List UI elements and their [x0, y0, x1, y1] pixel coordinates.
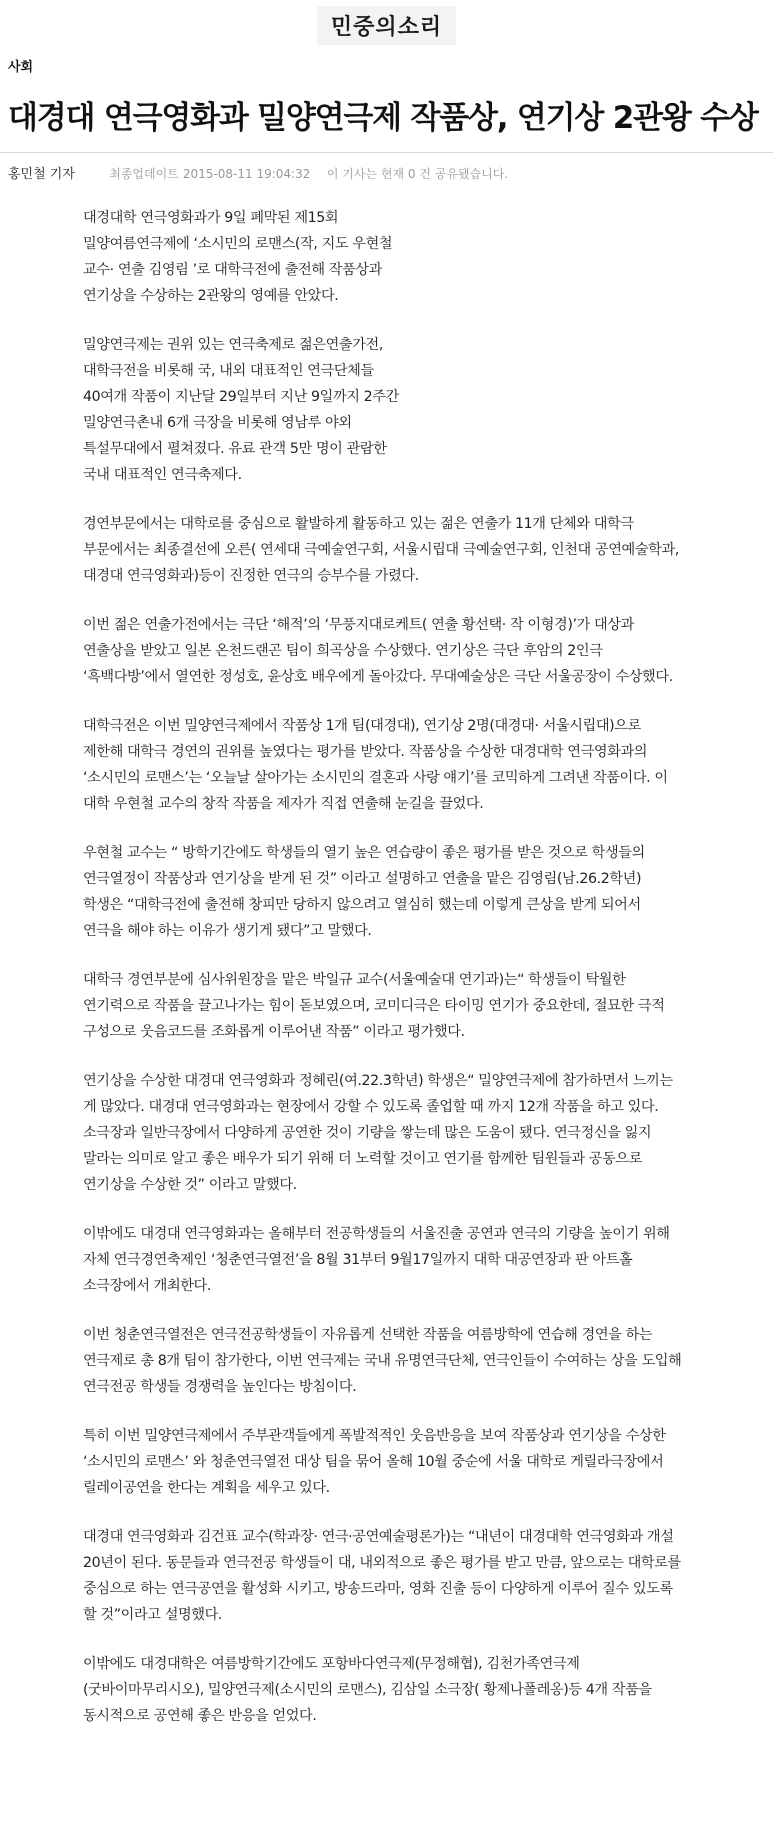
article-paragraph: 이밖에도 대경대학은 여름방학기간에도 포항바다연극제(무정해협), 김천가족연극제(굿바이마무리시오), 밀양연극제(소시민의 로맨스), 김삼일 소극장( 황제나폴레옹)등 4개 작품을 동시적으로 공연해 좋은 반응을 얻었다. [83, 1656, 652, 1724]
updated-label: 최종업데이트 [109, 167, 179, 181]
article-paragraph: 대학극 경연부분에 심사위원장을 맡은 박일규 교수(서울예술대 연기과)는“ 학생들이 탁월한 연기력으로 작품을 끌고나가는 힘이 돋보였으며, 코미디극은 타이밍 연기가 중요한데, 절묘한 극적 구성으로 웃음코드를 조화롭게 이루어낸 작품” 이라고 평가했다. [83, 972, 665, 1040]
site-logo[interactable]: 민중의소리 [317, 6, 456, 45]
article-paragraph: 경연부문에서는 대학로를 중심으로 활발하게 활동하고 있는 젊은 연출가 11개 단체와 대학극 부문에서는 최종결선에 오른( 연세대 극예술연구회, 서울시립대 극예술연구회, 인천대 공연예술학과, 대경대 연극영화과)등이 진정한 연극의 승부수를 가렸다. [83, 516, 679, 584]
site-masthead [0, 0, 773, 52]
article-paragraph: 특히 이번 밀양연극제에서 주부관객들에게 폭발적적인 웃음반응을 보여 작품상과 연기상을 수상한 ‘소시민의 로맨스’ 와 청춘연극열전 대상 팀을 묶어 올해 10월 중순에 서울 대학로 게릴라극장에서 릴레이공연을 한다는 계획을 세우고 있다. [83, 1428, 666, 1496]
article-paragraph: 이번 청춘연극열전은 연극전공학생들이 자유롭게 선택한 작품을 여름방학에 연습해 경연을 하는 연극제로 총 8개 팀이 참가한다, 이번 연극제는 국내 유명연극단체, 연극인들이 수여하는 상을 도입해 연극전공 학생들 경쟁력을 높인다는 방침이다. [83, 1327, 682, 1395]
article-paragraph: 대학극전은 이번 밀양연극제에서 작품상 1개 팀(대경대), 연기상 2명(대경대· 서울시립대)으로 제한해 대학극 경연의 권위를 높였다는 평가를 받았다. 작품상을 수상한 대경대학 연극영화과의 ‘소시민의 로맨스’는 ‘오늘날 살아가는 소시민의 결혼과 사랑 얘기’를 코믹하게 그려낸 작품이다. 이 대학 우현철 교수의 창작 작품을 제자가 직접 연출해 눈길을 끌었다. [83, 718, 668, 812]
updated-timestamp: 2015-08-11 19:04:32 [182, 167, 311, 181]
article-byline [8, 163, 764, 182]
article-paragraph: 대경대학 연극영화과가 9일 폐막된 제15회 밀양여름연극제에 ‘소시민의 로맨스(작, 지도 우현철 교수· 연출 김영림 ’로 대학극전에 출전해 작품상과 연기상을 수상하는 2관왕의 영예를 안았다. [83, 210, 393, 304]
article-body [83, 205, 683, 1752]
article-paragraph: 대경대 연극영화과 김건표 교수(학과장· 연극·공연예술평론가)는 “내년이 대경대학 연극영화과 개설 20년이 된다. 동문들과 연극전공 학생들이 대, 내외적으로 좋은 평가를 받고 만큼, 앞으로는 대학로를 중심으로 하는 연극공연을 활성화 시키고, 방송드라마, 영화 진출 등이 다양하게 이루어 질수 있도록 할 것”이라고 설명했다. [83, 1529, 681, 1623]
section-label[interactable]: 사회 [8, 60, 34, 75]
share-count-text: 이 기사는 현재 0 건 공유됐습니다. [326, 167, 509, 181]
article-paragraph: 이밖에도 대경대 연극영화과는 올해부터 전공학생들의 서울진출 공연과 연극의 기량을 높이기 위해 자체 연극경연축제인 ‘청춘연극열전’을 8월 31부터 9월17일까지 대학 대공연장과 판 아트홀 소극장에서 개최한다. [83, 1226, 670, 1294]
article-headline: 대경대 연극영화과 밀양연극제 작품상, 연기상 2관왕 수상 [8, 100, 758, 136]
header-divider [0, 152, 773, 153]
article-paragraph: 연기상을 수상한 대경대 연극영화과 정혜린(여.22.3학년) 학생은“ 밀양연극제에 참가하면서 느끼는 게 많았다. 대경대 연극영화과는 현장에서 강할 수 있도록 졸업할 때 까지 12개 작품을 하고 있다. 소극장과 일반극장에서 다양하게 공연한 것이 기량을 쌓는데 많은 도움이 됐다. 연극정신을 잃지 말라는 의미로 알고 좋은 배우가 되기 위해 더 노력할 것이고 연기를 함께한 팀원들과 공동으로 연기상을 수상한 것” 이라고 말했다. [83, 1073, 673, 1193]
reporter-name: 홍민철 기자 [8, 167, 75, 182]
article-paragraph: 밀양연극제는 권위 있는 연극축제로 젊은연출가전, 대학극전을 비롯해 국, 내외 대표적인 연극단체들 40여개 작품이 지난달 29일부터 지난 9일까지 2주간 밀양연극촌내 6개 극장을 비롯해 영남루 야외 특설무대에서 펼쳐졌다. 유료 관객 5만 명이 관람한 국내 대표적인 연극축제다. [83, 337, 399, 483]
article-paragraph: 이번 젊은 연출가전에서는 극단 ‘해적’의 ‘무풍지대로케트( 연출 황선택· 작 이형경)’가 대상과 연출상을 받았고 일본 온천드랜곤 팀이 희곡상을 수상했다. 연기상은 극단 후암의 2인극 ‘흑백다방’에서 열연한 정성호, 윤상호 배우에게 돌아갔다. 무대예술상은 극단 서울공장이 수상했다. [83, 617, 673, 685]
article-paragraph: 우현철 교수는 “ 방학기간에도 학생들의 열기 높은 연습량이 좋은 평가를 받은 것으로 학생들의 연극열정이 작품상과 연기상을 받게 된 것” 이라고 설명하고 연출을 맡은 김영림(남.26.2학년) 학생은 “대학극전에 출전해 창피만 당하지 않으려고 열심히 했는데 이렇게 큰상을 받게 되어서 연극을 해야 하는 이유가 생기게 됐다”고 말했다. [83, 845, 645, 939]
